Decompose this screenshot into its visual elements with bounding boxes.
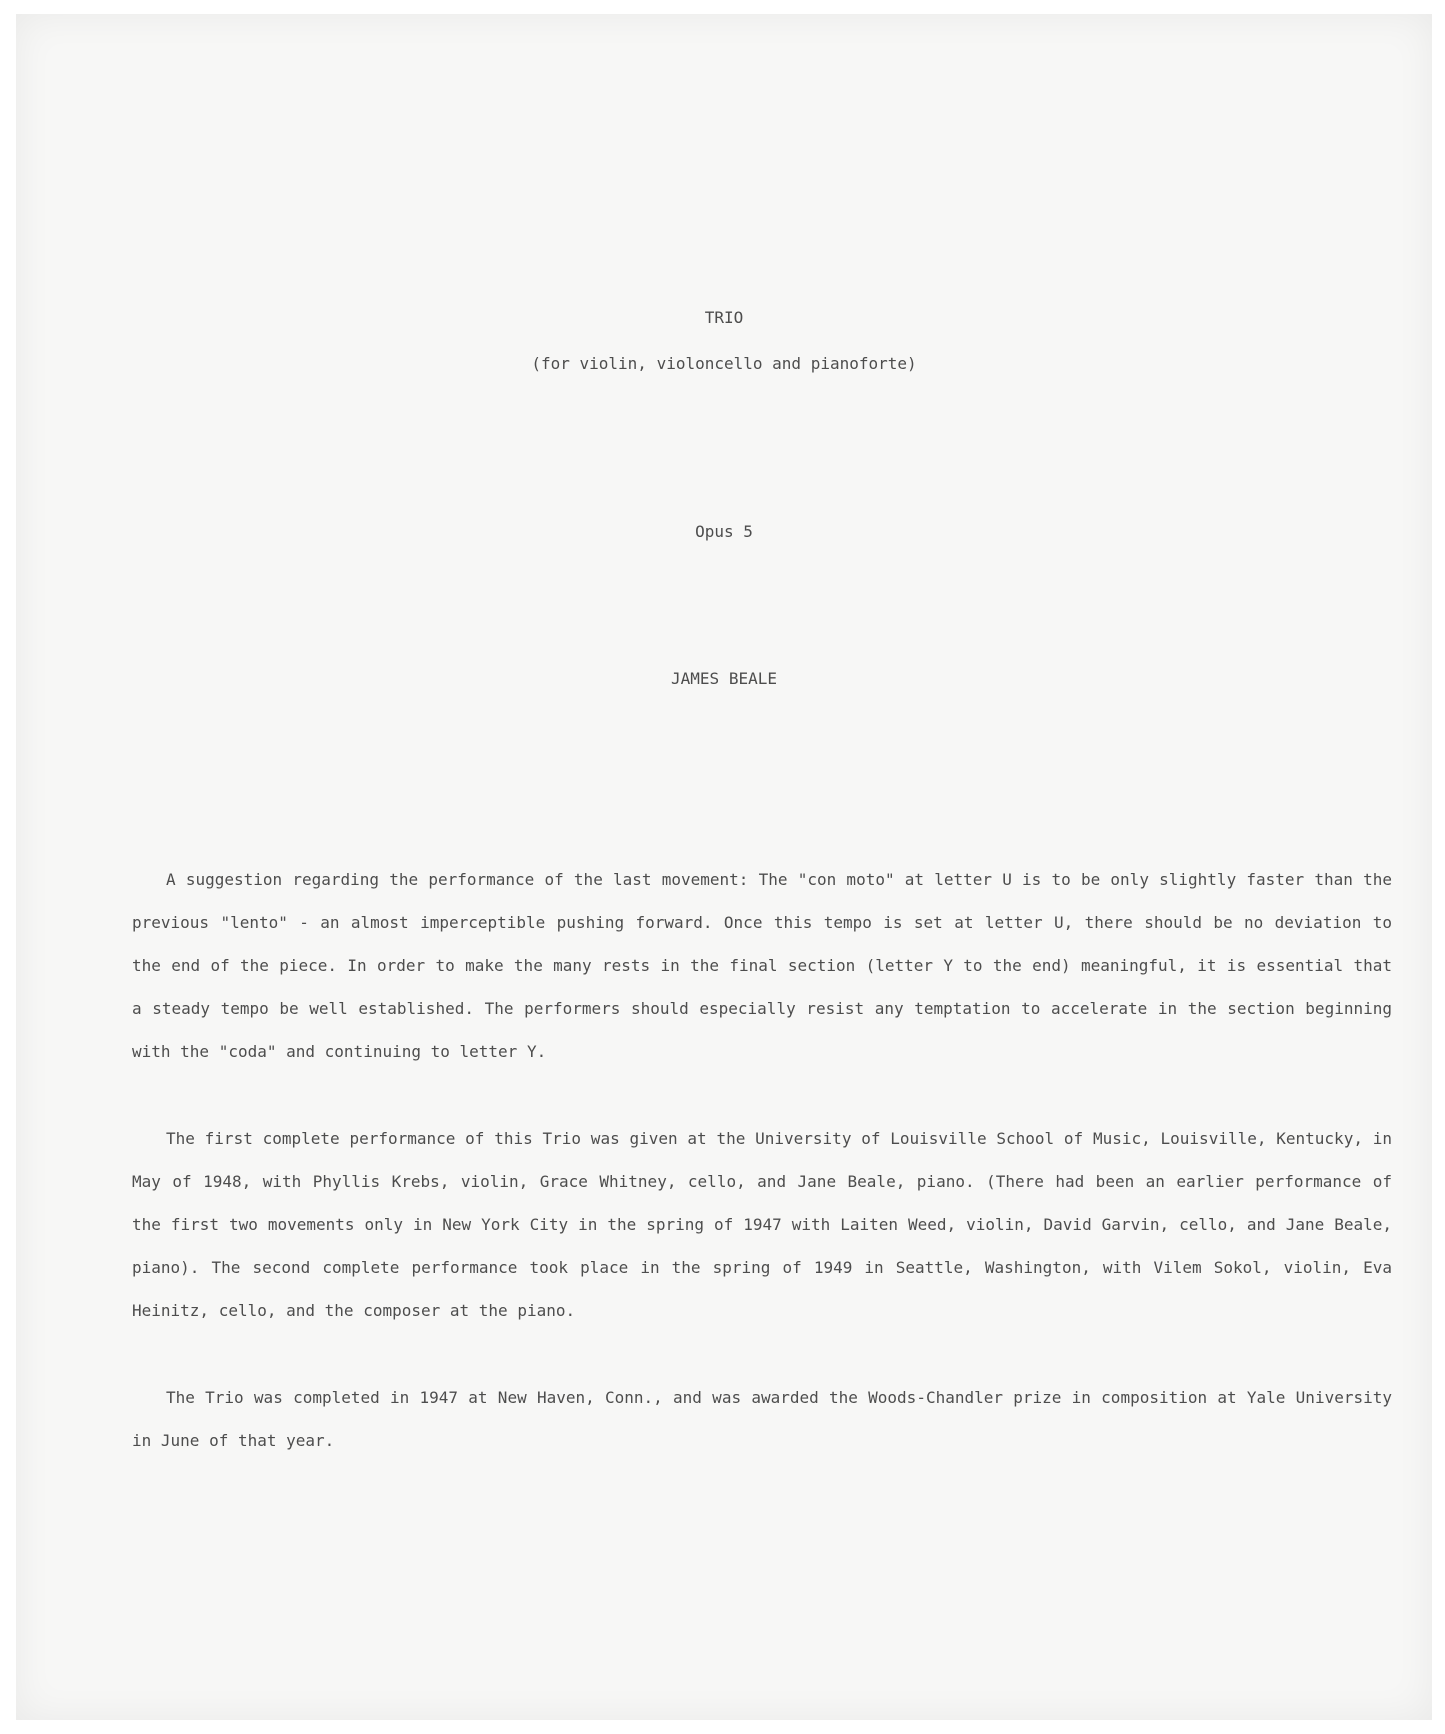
paragraph-completion-note: The Trio was completed in 1947 at New Haven, Conn., and was awarded the Woods-Chandler prize in composition at Yale University in June of that year. bbox=[132, 1388, 1392, 1450]
document-title: TRIO bbox=[704, 308, 744, 327]
opus-number: Opus 5 bbox=[695, 522, 753, 541]
paragraph-performance-suggestion: A suggestion regarding the performance of the last movement: The "con moto" at letter U is to be only slightly faster than the previous "lento" - an almost imperceptible pushing forward. Once this tempo is set at letter U, there should be no deviation to the end of the piece. In order to make the many rests in the final section (letter Y to the end) meaningful, it is essential that a steady tempo be well established. The performers should especially resist any temptation to accelerate in the section beginning with the "coda" and continuing to letter Y. bbox=[132, 870, 1392, 1061]
paragraph-performance-history: The first complete performance of this Trio was given at the University of Louisville School of Music, Louisville, Kentucky, in May of 1948, with Phyllis Krebs, violin, Grace Whitney, cello, and Jane Beale, piano. (There had been an earlier performance of the first two movements only in New York City in the spring of 1947 with Laiten Weed, violin, David Garvin, cello, and Jane Beale, piano). The second complete performance took place in the spring of 1949 in Seattle, Washington, with Vilem Sokol, violin, Eva Heinitz, cello, and the composer at the piano. bbox=[132, 1129, 1392, 1320]
document-page bbox=[16, 14, 1432, 1720]
document-subtitle: (for violin, violoncello and pianoforte) bbox=[531, 354, 917, 373]
composer-name: JAMES BEALE bbox=[671, 669, 777, 688]
